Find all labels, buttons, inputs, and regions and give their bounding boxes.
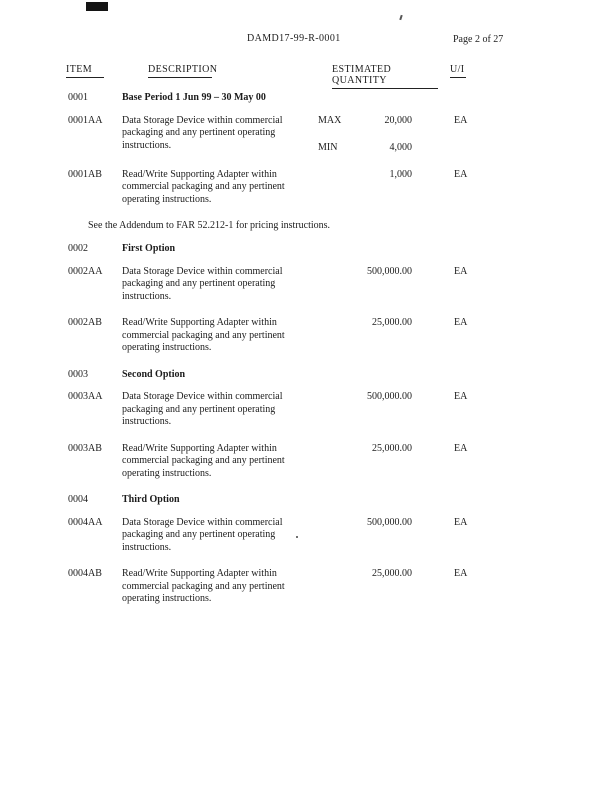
item-description: Data Storage Device within commercial packaging and any pertinent operating instructions.: [122, 265, 283, 302]
item-description: Read/Write Supporting Adapter within commercial packaging and any pertinent operating instructions.: [122, 168, 285, 205]
item-number: 0002: [68, 243, 88, 254]
line-item-row: [0, 443, 612, 481]
section-header-row: [0, 243, 612, 256]
line-item-section: [0, 494, 612, 606]
scan-artifact: [399, 15, 402, 20]
quantity-cell: [318, 517, 412, 530]
item-description: Data Storage Device within commercial packaging and any pertinent operating instructions.: [122, 516, 283, 553]
quantity-cell: [318, 568, 412, 581]
quantity-cell: [318, 169, 412, 182]
section-header-row: [0, 92, 612, 105]
quantity-line: [318, 568, 412, 581]
quantity-line: [318, 266, 412, 279]
quantity-cell: [318, 443, 412, 456]
column-header-description: DESCRIPTION: [148, 64, 212, 78]
unit-of-issue: EA: [454, 568, 468, 579]
column-header-item: ITEM: [66, 64, 104, 78]
item-number: 0001AA: [68, 114, 103, 126]
line-item-row: [0, 169, 612, 207]
quantity-line: [318, 517, 412, 530]
line-item-row: [0, 266, 612, 304]
unit-of-issue: EA: [454, 391, 468, 402]
line-item-section: [0, 243, 612, 355]
item-description: Read/Write Supporting Adapter within commercial packaging and any pertinent operating instructions.: [122, 568, 285, 604]
line-item-row: [0, 517, 612, 555]
line-item-sections: [0, 92, 612, 606]
quantity-value: 1,000: [389, 168, 412, 180]
section-header-row: [0, 494, 612, 507]
section-header-row: [0, 369, 612, 382]
item-number: 0002AB: [68, 317, 102, 328]
item-number: 0002AA: [68, 265, 103, 277]
quantity-cell: [318, 115, 412, 155]
item-description: Data Storage Device within commercial packaging and any pertinent operating instructions.: [122, 114, 283, 151]
item-description: Read/Write Supporting Adapter within commercial packaging and any pertinent operating instructions.: [122, 442, 285, 479]
unit-of-issue: EA: [454, 317, 468, 328]
item-number: 0004AA: [68, 516, 103, 528]
line-item-row: [0, 115, 612, 155]
quantity-label: MIN: [318, 142, 338, 153]
unit-of-issue: EA: [454, 265, 468, 277]
quantity-line: [318, 142, 412, 155]
quantity-cell: [318, 266, 412, 279]
document-number: DAMD17-99-R-0001: [247, 33, 341, 44]
item-number: 0003AB: [68, 442, 102, 454]
quantity-label: MAX: [318, 114, 342, 126]
section-title: First Option: [122, 243, 176, 254]
line-item-row: [0, 568, 612, 606]
line-item-row: [0, 391, 612, 429]
line-item-section: [0, 369, 612, 481]
item-number: 0001AB: [68, 168, 102, 180]
quantity-value: 500,000.00: [367, 265, 412, 277]
section-title: Base Period 1 Jun 99 – 30 May 00: [122, 92, 266, 103]
section-title: Second Option: [122, 368, 186, 380]
item-description: Read/Write Supporting Adapter within commercial packaging and any pertinent operating instructions.: [122, 317, 285, 353]
item-number: 0004: [68, 494, 88, 505]
line-item-section: [0, 92, 612, 206]
quantity-line: [318, 115, 412, 128]
quantity-cell: [318, 317, 412, 330]
item-number: 0001: [68, 92, 88, 103]
unit-of-issue: EA: [454, 516, 468, 528]
unit-of-issue: EA: [454, 168, 468, 180]
pricing-note: See the Addendum to FAR 52.212-1 for pricing instructions.: [88, 220, 331, 231]
quantity-line: [318, 443, 412, 456]
line-item-row: [0, 317, 612, 355]
column-header-unit: U/I: [450, 64, 466, 78]
table-header: [0, 64, 612, 86]
item-number: 0003AA: [68, 391, 103, 402]
unit-of-issue: EA: [454, 442, 468, 454]
quantity-value: 500,000.00: [367, 516, 412, 528]
quantity-line: [318, 169, 412, 182]
item-number: 0003: [68, 368, 88, 380]
page-number: Page 2 of 27: [453, 34, 504, 45]
quantity-line: [318, 391, 412, 404]
scan-artifact: [86, 2, 108, 11]
quantity-value: 25,000.00: [372, 317, 412, 328]
quantity-value: 25,000.00: [372, 568, 412, 579]
quantity-line: [318, 317, 412, 330]
column-header-quantity: ESTIMATED QUANTITY: [332, 64, 438, 89]
quantity-cell: [318, 391, 412, 404]
quantity-value: 4,000: [389, 142, 412, 153]
quantity-value: 25,000.00: [372, 442, 412, 454]
section-title: Third Option: [122, 494, 180, 505]
line-item-table: [0, 64, 612, 620]
unit-of-issue: EA: [454, 114, 468, 126]
item-description: Data Storage Device within commercial packaging and any pertinent operating instructions.: [122, 391, 283, 427]
item-number: 0004AB: [68, 568, 102, 579]
quantity-value: 500,000.00: [367, 391, 412, 402]
quantity-value: 20,000: [384, 114, 412, 126]
